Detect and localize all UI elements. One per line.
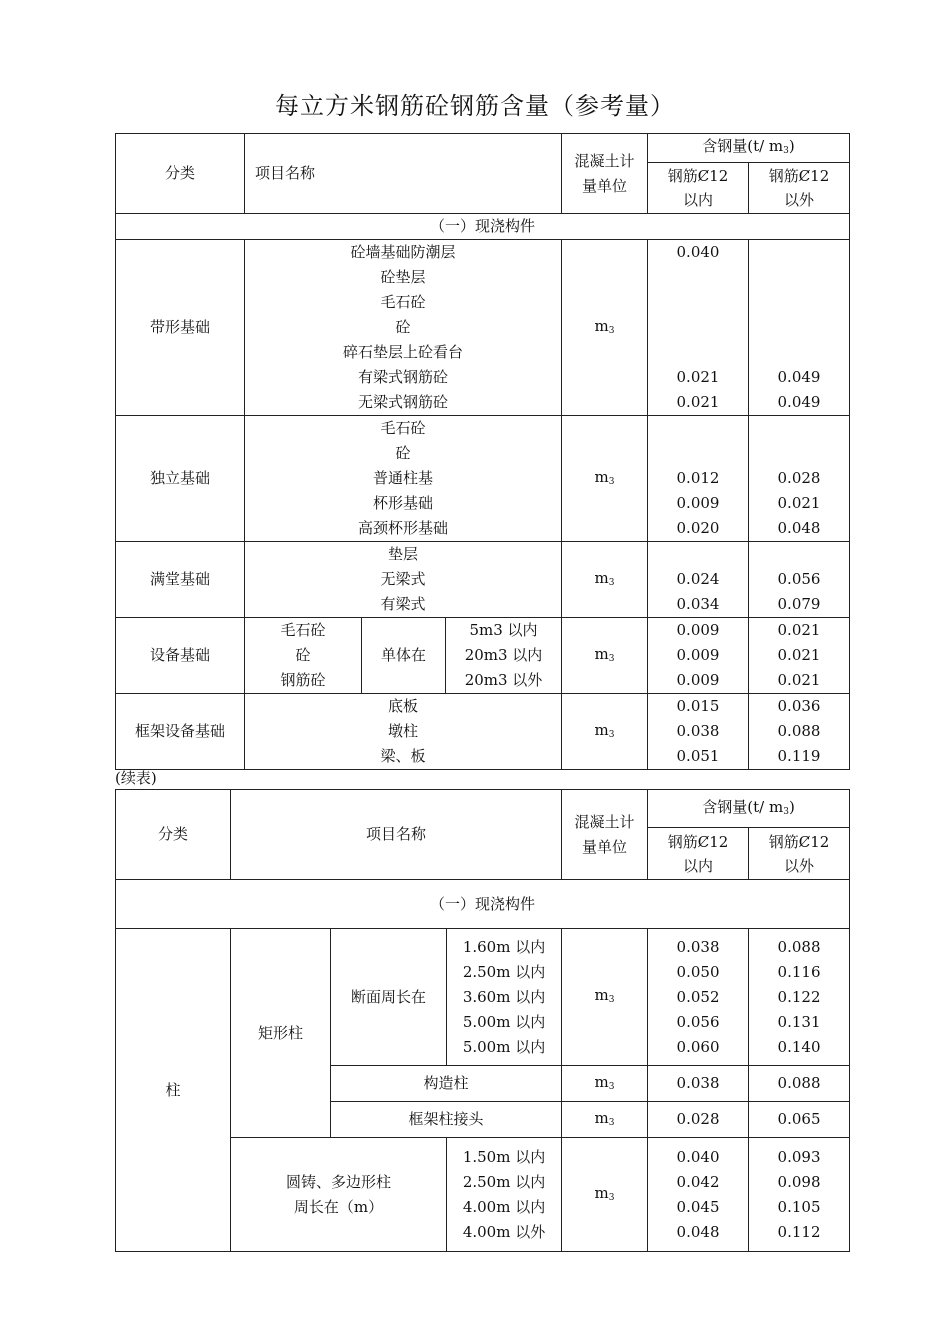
item-name: 梁、板 [380, 747, 426, 765]
value-inner: 0.020 [676, 519, 720, 537]
value-list-inner [648, 542, 749, 618]
header-steel-close: ) [788, 797, 795, 816]
value-inner: 0.009 [676, 671, 720, 689]
value-outer [749, 340, 849, 365]
value-inner: 0.056 [676, 1012, 720, 1031]
value-inner: 0.051 [676, 747, 720, 765]
item-name: 砼墙基础防潮层 [350, 243, 456, 261]
size-range: 1.60m 以内 [462, 937, 546, 956]
value-outer: 0.049 [777, 368, 821, 386]
rect-column-label: 矩形柱 [231, 929, 331, 1138]
value-outer: 0.021 [777, 494, 821, 512]
value-inner: 0.038 [676, 722, 720, 740]
header-outer [749, 163, 850, 214]
value-outer: 0.140 [777, 1037, 821, 1056]
value-inner: 0.045 [676, 1197, 720, 1216]
category-cell: 带形基础 [116, 240, 245, 416]
item-name: 垫层 [387, 545, 418, 563]
item-name: 高颈杯形基础 [357, 519, 448, 537]
header-inner [648, 163, 749, 214]
value-list-outer [749, 1138, 850, 1252]
value-outer: 0.122 [777, 987, 821, 1006]
value-outer: 0.112 [777, 1222, 821, 1241]
value-inner: 0.060 [676, 1037, 720, 1056]
value-inner: 0.028 [648, 1102, 749, 1138]
header-inner-line1: 钢筋Ȼ12 [667, 167, 729, 185]
unit-cell [562, 618, 648, 694]
value-outer [749, 265, 849, 290]
item-name: 无梁式 [380, 570, 426, 588]
value-outer: 0.088 [777, 722, 821, 740]
unit-sup: 3 [608, 476, 615, 487]
header-outer-line1: 钢筋Ȼ12 [768, 832, 830, 851]
value-inner: 0.042 [676, 1172, 720, 1191]
size-list [447, 929, 562, 1066]
item-name: 砼垫层 [380, 268, 426, 286]
header-unit-line2: 量单位 [581, 176, 627, 195]
header-category: 分类 [116, 134, 245, 214]
value-inner [648, 265, 748, 290]
value-list-inner [648, 929, 749, 1066]
value-outer [749, 240, 849, 265]
value-inner: 0.009 [676, 621, 720, 639]
item-list [245, 694, 562, 770]
unit-cell [562, 929, 648, 1066]
unit-sup: 3 [608, 995, 615, 1005]
value-outer: 0.131 [777, 1012, 821, 1031]
size-range: 1.50m 以内 [462, 1147, 546, 1166]
item-list [245, 240, 562, 416]
value-list-outer [749, 618, 850, 694]
header-outer-line1: 钢筋Ȼ12 [768, 167, 830, 185]
unit-text: m [594, 316, 609, 335]
value-inner [648, 416, 748, 441]
item-name: 有梁式钢筋砼 [357, 368, 448, 386]
unit-cell [562, 416, 648, 542]
value-inner: 0.040 [676, 1147, 720, 1166]
size-range: 20m3 以内 [464, 646, 543, 664]
item-list [245, 542, 562, 618]
unit-text: m [594, 644, 609, 663]
header-unit [562, 790, 648, 880]
unit-text: m [594, 568, 609, 587]
value-list-outer [749, 929, 850, 1066]
size-range: 5.00m 以内 [462, 1012, 546, 1031]
value-outer [749, 315, 849, 340]
value-inner [648, 441, 748, 466]
header-steel-sup: 3 [783, 806, 789, 817]
header-outer [749, 828, 850, 880]
value-outer [749, 441, 849, 466]
value-list-outer [749, 542, 850, 618]
value-outer: 0.088 [777, 937, 821, 956]
value-inner [648, 340, 748, 365]
material-name: 钢筋砼 [280, 671, 326, 689]
value-outer: 0.098 [777, 1172, 821, 1191]
value-inner [648, 542, 748, 567]
frame-column-joint: 框架柱接头 [331, 1102, 562, 1138]
category-cell: 柱 [116, 929, 231, 1252]
value-list-inner [648, 618, 749, 694]
unit-sup: 3 [608, 729, 615, 740]
single-volume-label: 单体在 [362, 618, 446, 694]
size-range: 5.00m 以内 [462, 1037, 546, 1056]
value-outer: 0.021 [777, 621, 821, 639]
round-column-label [231, 1138, 447, 1252]
size-range: 4.00m 以内 [462, 1197, 546, 1216]
header-item-name: 项目名称 [231, 790, 562, 880]
item-name: 碎石垫层上砼看台 [342, 343, 463, 361]
value-inner [648, 315, 748, 340]
header-inner-line2: 以内 [682, 191, 713, 209]
unit-text: m [594, 1183, 609, 1202]
value-inner: 0.015 [676, 697, 720, 715]
unit-cell [562, 694, 648, 770]
header-outer-line2: 以外 [783, 191, 814, 209]
size-list [446, 618, 562, 694]
header-unit-line1: 混凝土计 [574, 812, 635, 831]
unit-cell [562, 1066, 648, 1102]
value-outer: 0.021 [777, 646, 821, 664]
material-name: 毛石砼 [280, 621, 326, 639]
section-label: （一）现浇构件 [116, 880, 850, 929]
item-name: 底板 [387, 697, 418, 715]
value-inner: 0.009 [676, 646, 720, 664]
unit-text: m [594, 1108, 609, 1127]
unit-cell [562, 240, 648, 416]
header-steel-text: 含钢量(t/ m [702, 137, 784, 155]
value-outer [749, 290, 849, 315]
value-outer: 0.079 [777, 595, 821, 613]
section-label: （一）现浇构件 [116, 214, 850, 240]
item-name: 墩柱 [387, 722, 418, 740]
value-outer: 0.093 [777, 1147, 821, 1166]
header-unit-line1: 混凝土计 [574, 151, 635, 170]
constructional-column: 构造柱 [331, 1066, 562, 1102]
material-name: 砼 [295, 646, 311, 664]
unit-text: m [594, 467, 609, 486]
value-list-inner [648, 240, 749, 416]
category-cell: 设备基础 [116, 618, 245, 694]
value-outer: 0.119 [777, 747, 821, 765]
header-steel [648, 790, 850, 828]
header-inner [648, 828, 749, 880]
unit-sup: 3 [608, 653, 615, 664]
value-list-inner [648, 694, 749, 770]
value-outer [749, 542, 849, 567]
header-inner-line2: 以内 [683, 856, 714, 875]
value-outer: 0.049 [777, 393, 821, 411]
category-cell: 独立基础 [116, 416, 245, 542]
item-name: 砼 [395, 318, 411, 336]
value-inner [648, 290, 748, 315]
value-inner: 0.048 [676, 1222, 720, 1241]
item-name: 有梁式 [380, 595, 426, 613]
item-name: 毛石砼 [380, 419, 426, 437]
value-list-inner [648, 416, 749, 542]
unit-cell [562, 1138, 648, 1252]
header-category: 分类 [116, 790, 231, 880]
size-range: 4.00m 以外 [462, 1222, 546, 1241]
unit-sup: 3 [608, 325, 615, 336]
steel-content-table-1 [115, 133, 850, 770]
value-inner: 0.021 [676, 393, 720, 411]
unit-sup: 3 [608, 1192, 615, 1203]
item-name: 普通柱基 [372, 469, 433, 487]
value-outer: 0.028 [777, 469, 821, 487]
unit-text: m [594, 720, 609, 739]
value-inner: 0.012 [676, 469, 720, 487]
value-inner: 0.021 [676, 368, 720, 386]
category-cell: 框架设备基础 [116, 694, 245, 770]
item-name: 毛石砼 [380, 293, 426, 311]
value-inner: 0.038 [676, 937, 720, 956]
unit-sup: 3 [608, 1117, 615, 1128]
value-outer: 0.116 [777, 962, 821, 981]
value-outer [749, 416, 849, 441]
value-outer: 0.088 [749, 1066, 850, 1102]
header-outer-line2: 以外 [784, 856, 815, 875]
page-title: 每立方米钢筋砼钢筋含量（参考量） [275, 92, 675, 120]
value-inner: 0.052 [676, 987, 720, 1006]
value-inner: 0.009 [676, 494, 720, 512]
continued-label: (续表) [115, 769, 157, 787]
value-outer: 0.056 [777, 570, 821, 588]
unit-text: m [594, 986, 609, 1004]
item-list [245, 416, 562, 542]
value-inner: 0.040 [676, 243, 720, 261]
value-list-outer [749, 240, 850, 416]
unit-cell [562, 1102, 648, 1138]
header-inner-line1: 钢筋Ȼ12 [667, 832, 729, 851]
value-inner: 0.038 [648, 1066, 749, 1102]
header-item-name: 项目名称 [245, 134, 562, 214]
unit-text: m [594, 1072, 609, 1091]
perimeter-label: 断面周长在 [331, 929, 447, 1066]
header-steel-close: ) [788, 137, 795, 155]
round-column-line2: 周长在（m） [293, 1197, 384, 1216]
item-name: 砼 [395, 444, 411, 462]
header-steel-text: 含钢量(t/ m [702, 797, 784, 816]
size-list [447, 1138, 562, 1252]
size-range: 3.60m 以内 [462, 987, 546, 1006]
value-inner: 0.024 [676, 570, 720, 588]
header-steel-sup: 3 [783, 146, 789, 156]
material-list [245, 618, 362, 694]
size-range: 2.50m 以内 [462, 962, 546, 981]
round-column-line1: 圆铸、多边形柱 [285, 1172, 391, 1191]
category-cell: 满堂基础 [116, 542, 245, 618]
value-inner: 0.034 [676, 595, 720, 613]
header-steel [648, 134, 850, 163]
size-range: 2.50m 以内 [462, 1172, 546, 1191]
value-outer: 0.021 [777, 671, 821, 689]
value-outer: 0.036 [777, 697, 821, 715]
value-list-outer [749, 416, 850, 542]
unit-sup: 3 [608, 577, 615, 588]
header-unit-line2: 量单位 [582, 837, 628, 856]
value-outer: 0.105 [777, 1197, 821, 1216]
value-list-inner [648, 1138, 749, 1252]
item-name: 无梁式钢筋砼 [357, 393, 448, 411]
value-outer: 0.048 [777, 519, 821, 537]
unit-sup: 3 [608, 1081, 615, 1092]
item-name: 杯形基础 [372, 494, 433, 512]
value-inner: 0.050 [676, 962, 720, 981]
value-list-outer [749, 694, 850, 770]
steel-content-table-2 [115, 789, 850, 1252]
size-range: 20m3 以外 [464, 671, 543, 689]
value-outer: 0.065 [749, 1102, 850, 1138]
unit-cell [562, 542, 648, 618]
header-unit [562, 134, 648, 214]
size-range: 5m3 以内 [469, 621, 538, 639]
